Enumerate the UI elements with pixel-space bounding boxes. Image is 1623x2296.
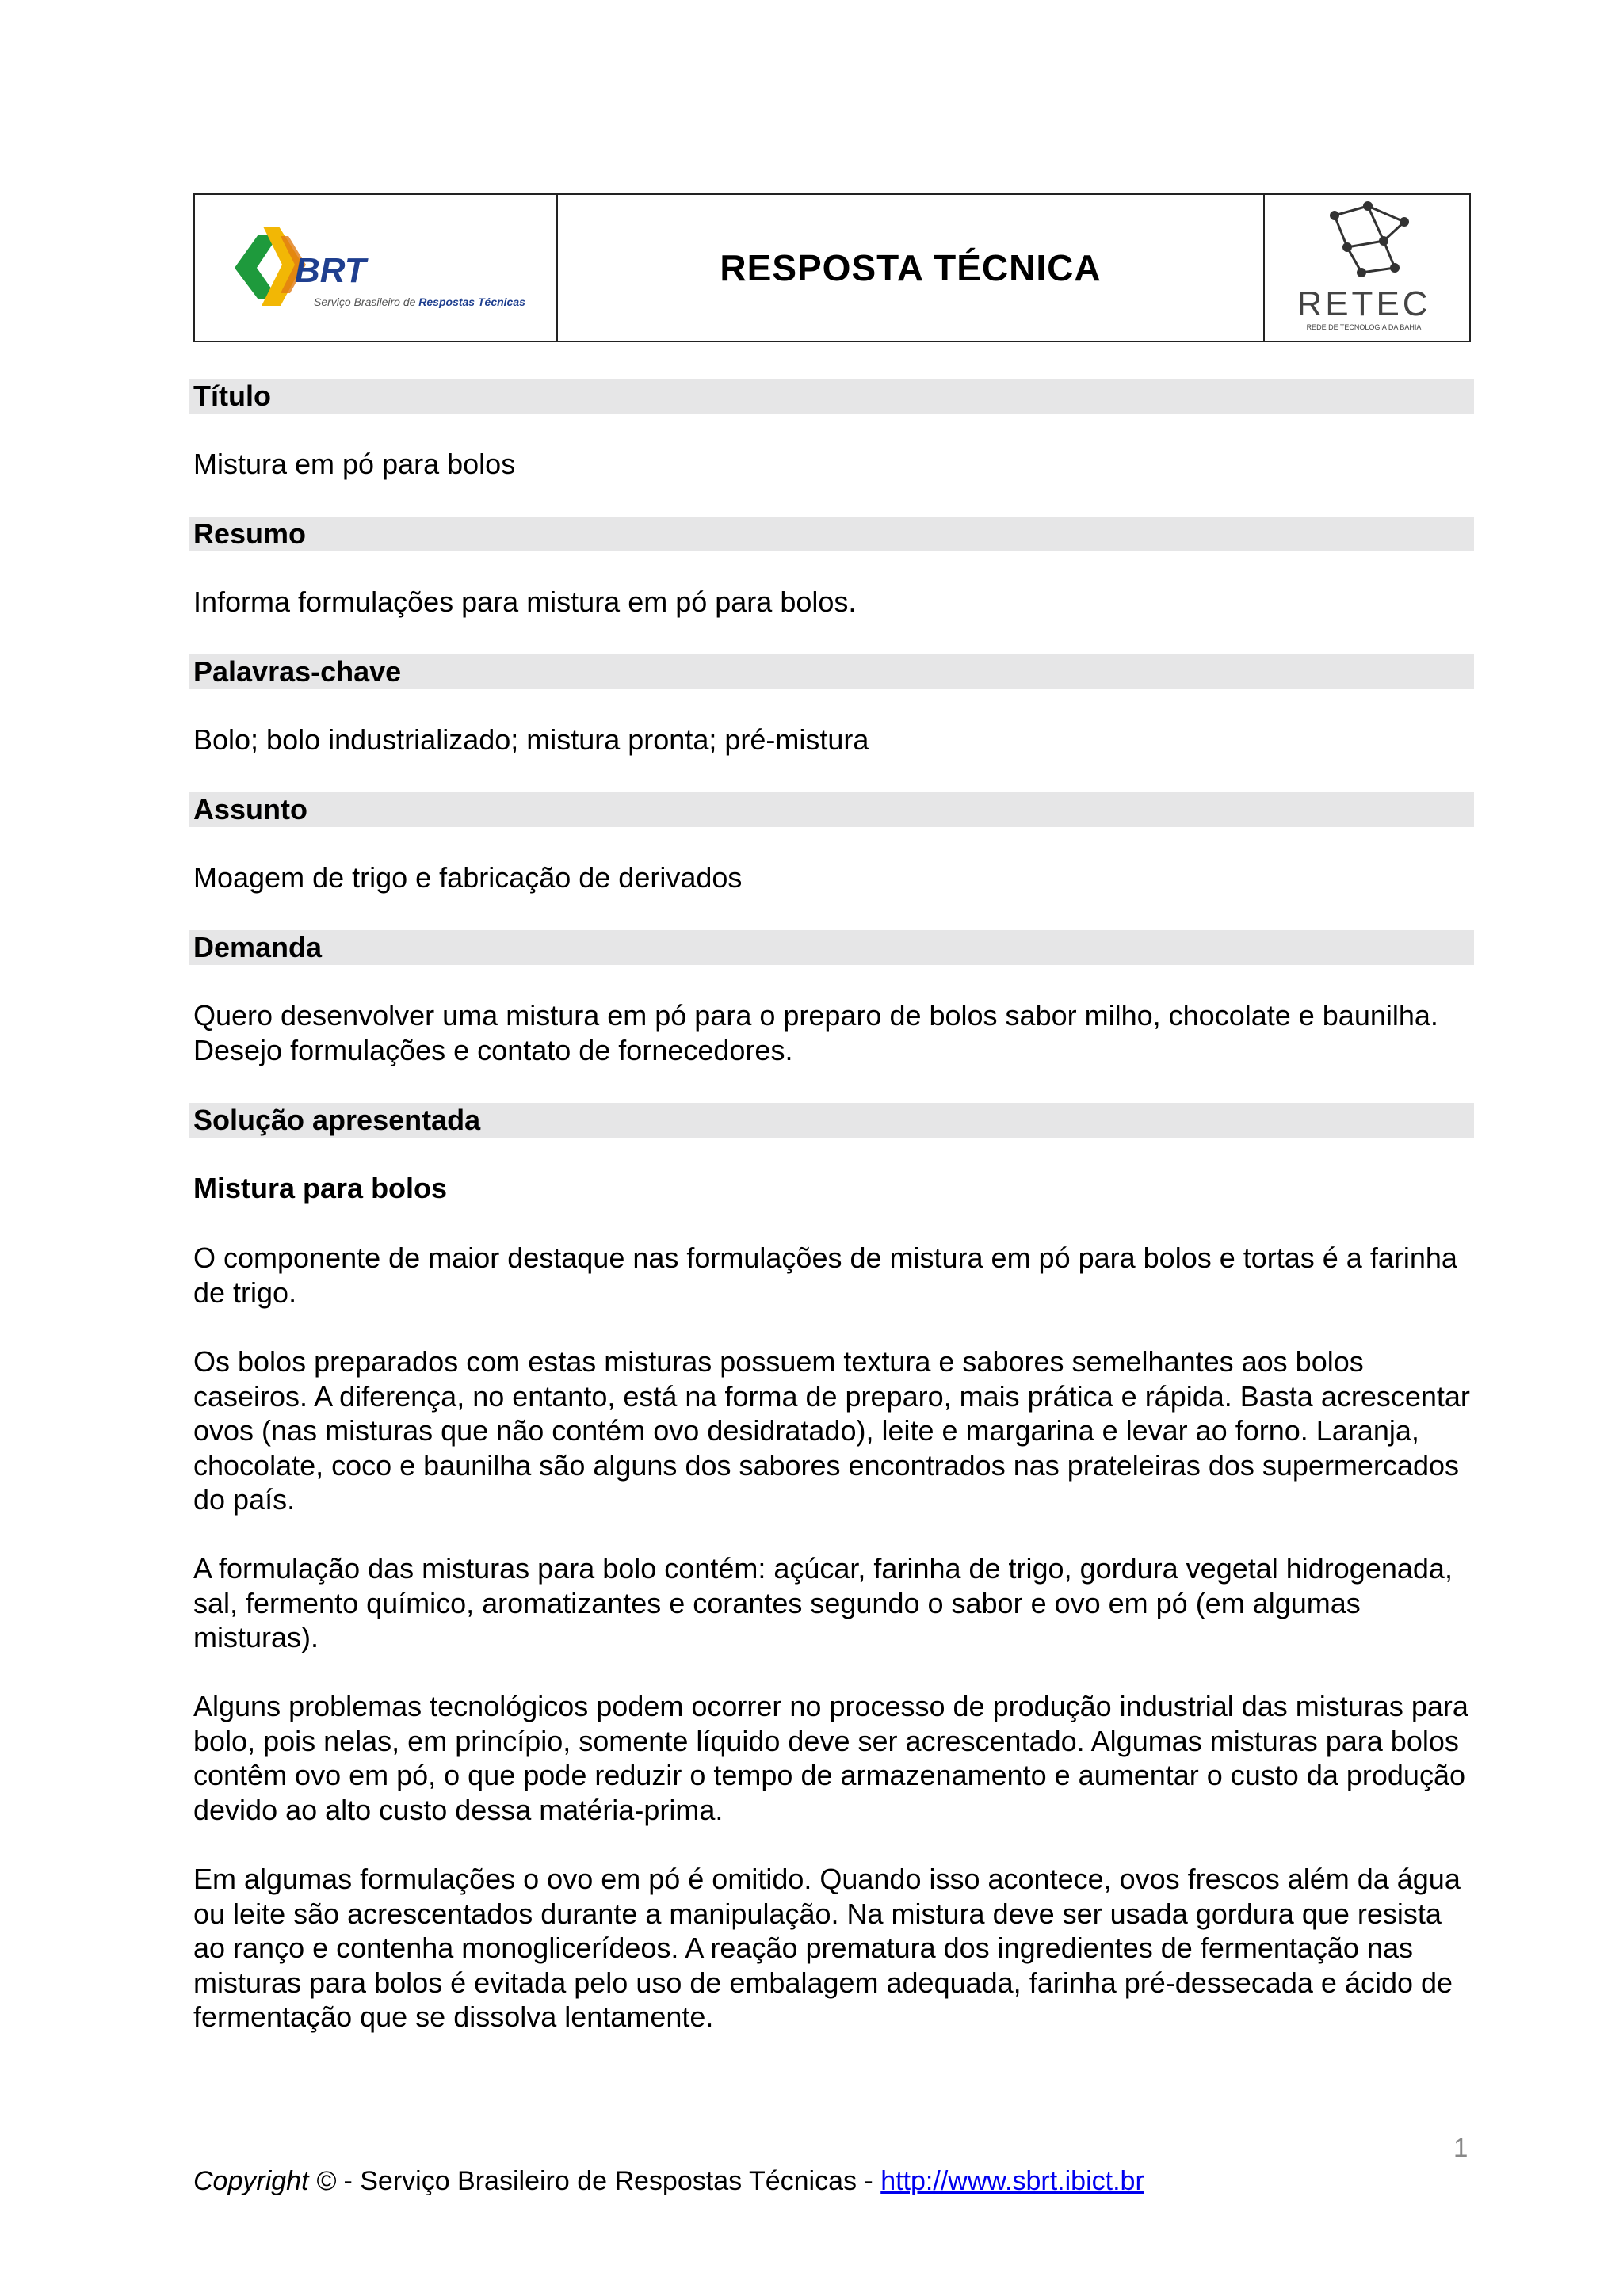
- section-header-demanda: Demanda: [189, 930, 1474, 965]
- sbrt-logo-graphic: [195, 195, 555, 341]
- titulo-text: Mistura em pó para bolos: [193, 448, 516, 480]
- solucao-paragraph: Em algumas formulações o ovo em pó é omitido. Quando isso acontece, ovos frescos além da água ou leite são acrescentados durante a manipulação. Na mistura deve ser usada gordura que resista ao ranço e contenha monoglicerídeos. A reação prematura dos ingredientes de fermentação nas misturas para bolos é evitada pelo uso de embalagem adequada, farinha pré-dessecada e ácido de fermentação que se dissolva lentamente.: [193, 1863, 1461, 2033]
- svg-text:BRT: BRT: [295, 251, 366, 290]
- solucao-paragraph: O componente de maior destaque nas formulações de mistura em pó para bolos e tortas é a farinha de trigo.: [193, 1241, 1457, 1309]
- solucao-subheading: Mistura para bolos: [193, 1172, 448, 1204]
- footer-text: - Serviço Brasileiro de Respostas Técnicas -: [336, 2166, 881, 2196]
- svg-text:REDE DE TECNOLOGIA DA BAHIA: REDE DE TECNOLOGIA DA BAHIA: [1306, 323, 1422, 331]
- header-table: [193, 193, 1471, 342]
- section-header-assunto: Assunto: [189, 792, 1474, 827]
- page-number: 1: [1453, 2133, 1468, 2162]
- footer-link[interactable]: http://www.sbrt.ibict.br: [880, 2166, 1144, 2196]
- solucao-paragraph: Alguns problemas tecnológicos podem ocorrer no processo de produção industrial das misturas para bolo, pois nelas, em princípio, somente líquido deve ser acrescentado. Algumas misturas para bolos contêm ovo em pó, o que pode reduzir o tempo de armazenamento e aumentar o custo da produção devido ao alto custo dessa matéria-prima.: [193, 1690, 1468, 1826]
- svg-text:RETEC: RETEC: [1296, 284, 1431, 323]
- section-header-titulo: Título: [189, 379, 1474, 414]
- resumo-text: Informa formulações para mistura em pó para bolos.: [193, 585, 857, 618]
- svg-text:Serviço Brasileiro de Resposta: Serviço Brasileiro de Respostas Técnicas: [314, 296, 525, 308]
- retec-logo: [1265, 195, 1469, 341]
- solucao-paragraph: Os bolos preparados com estas misturas possuem textura e sabores semelhantes aos bolos caseiros. A diferença, no entanto, está na forma de preparo, mais prática e rápida. Basta acrescentar ovos (nas misturas que não contém ovo desidratado), leite e margarina e levar ao forno. Laranja, chocolate, coco e baunilha são alguns dos sabores encontrados nas prateleiras dos supermercados do país.: [193, 1345, 1470, 1516]
- solucao-paragraph: A formulação das misturas para bolo contém: açúcar, farinha de trigo, gordura vegetal hidrogenada, sal, fermento químico, aromatizantes e corantes segundo o sabor e ovo em pó (em algumas misturas).: [193, 1552, 1453, 1653]
- footer: [193, 2166, 1144, 2197]
- section-header-palavras-chave: Palavras-chave: [189, 654, 1474, 689]
- sbrt-logo: [195, 195, 558, 341]
- title-cell: [558, 195, 1265, 341]
- section-header-resumo: Resumo: [189, 517, 1474, 551]
- demanda-text: Quero desenvolver uma mistura em pó para o preparo de bolos sabor milho, chocolate e baunilha. Desejo formulações e contato de fornecedores.: [193, 999, 1438, 1066]
- section-header-solucao: Solução apresentada: [189, 1103, 1474, 1138]
- assunto-text: Moagem de trigo e fabricação de derivados: [193, 861, 743, 894]
- palavras-chave-text: Bolo; bolo industrializado; mistura pronta; pré-mistura: [193, 723, 869, 756]
- retec-cube-icon: [1265, 195, 1463, 341]
- document-title: RESPOSTA TÉCNICA: [720, 247, 1102, 288]
- footer-copyright: Copyright ©: [193, 2166, 337, 2196]
